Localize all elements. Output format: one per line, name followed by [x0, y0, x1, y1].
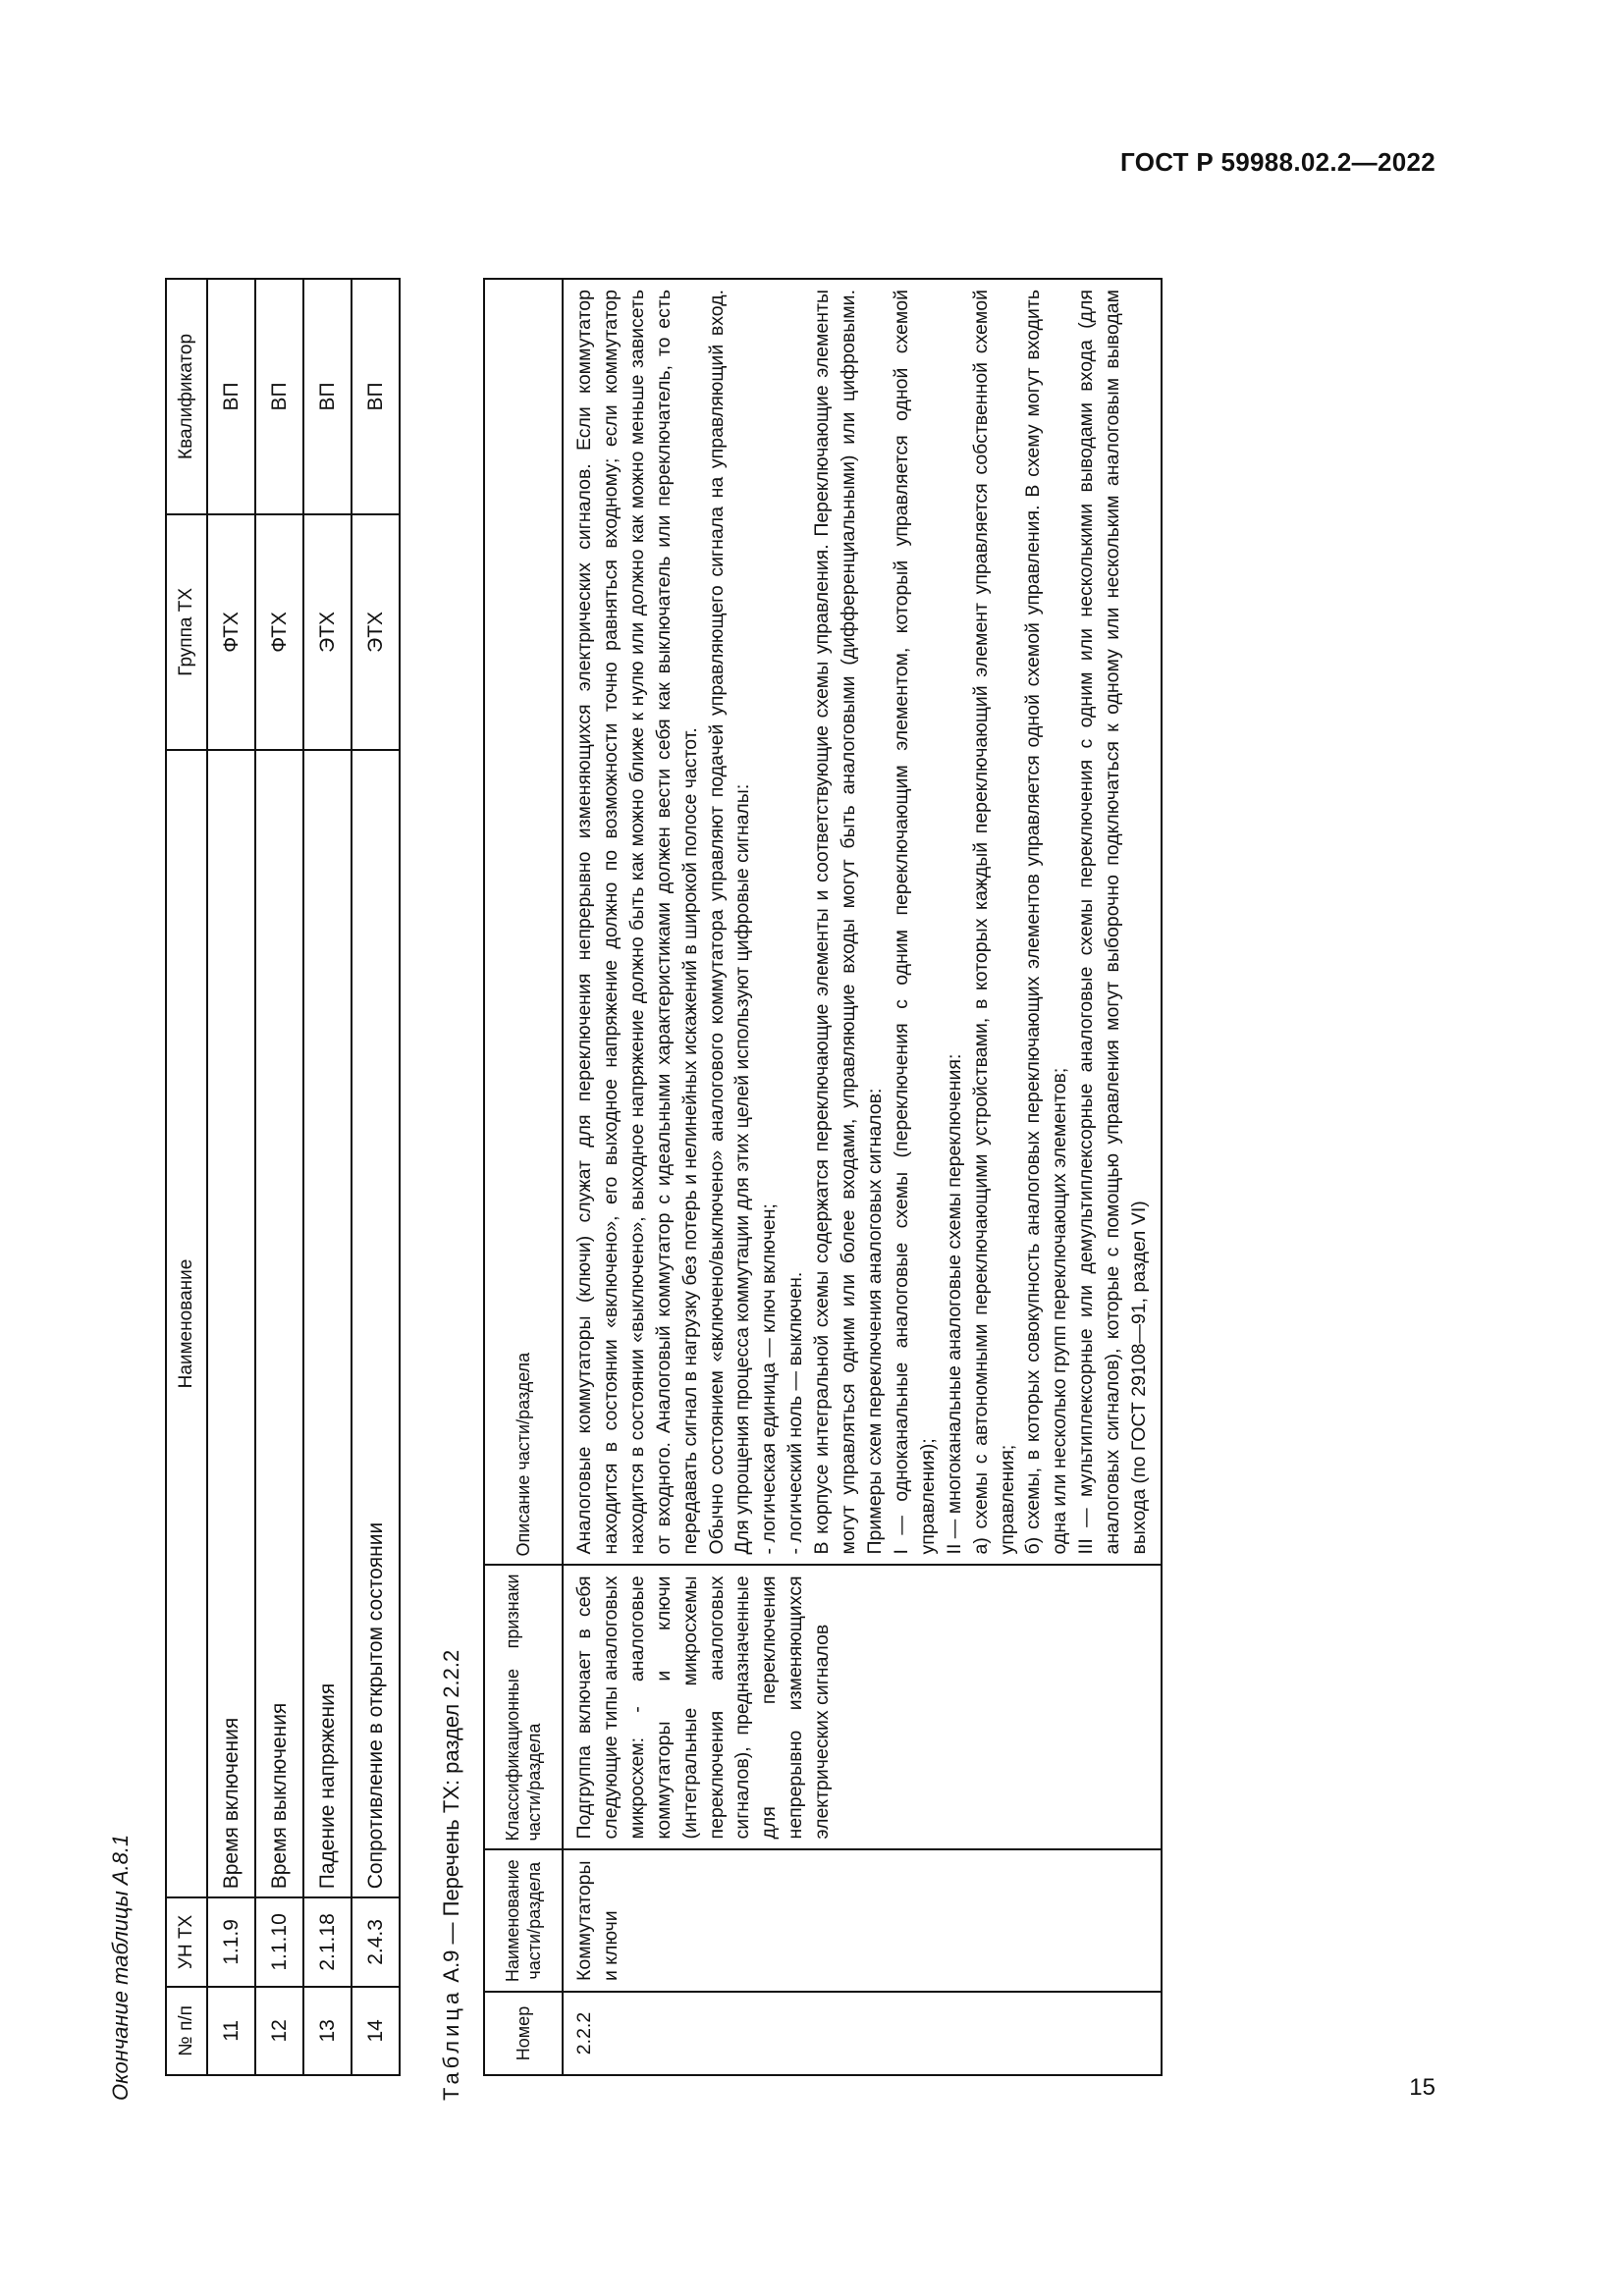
cell-code: 2.1.18 [303, 1897, 352, 1986]
cell-name: Падение напряжения [303, 750, 352, 1897]
page-number: 15 [1409, 2074, 1435, 2101]
description-paragraph: б) схемы, в которых совокупность аналоговых переключающих элементов управляется одной схемой управления. В схему могут входить одна или несколько групп переключающих элементов; [1022, 290, 1071, 1555]
table-row [352, 279, 400, 2075]
column-header: УН ТХ [166, 1897, 207, 1986]
cell-group: ЭТХ [303, 514, 352, 750]
cell-num: 14 [352, 1987, 400, 2075]
continuation-caption: Окончание таблицы А.8.1 [108, 1834, 133, 2101]
table-header-row [484, 279, 563, 2075]
column-header: № п/п [166, 1987, 207, 2075]
description-paragraph: Обычно состоянием «включено/выключено» аналогового коммутатора управляют подачей управляющего сигнала на управляющий вход. Для упрощения процесса коммутации для этих целей используют цифровые сигналы: [705, 290, 754, 1555]
cell-code: 1.1.10 [255, 1897, 303, 1986]
cell-name: Время выключения [255, 750, 303, 1897]
cell-num: 13 [303, 1987, 352, 2075]
description-paragraph: В корпусе интегральной схемы содержатся переключающие элементы и соответствующие схемы управления. Переключающие элементы могут управляться одним или более входами, управляющие входы могут быть аналоговыми (дифференциальными) или цифровыми. Примеры схем переключения аналоговых сигналов: [811, 290, 886, 1555]
cell-name: Сопротивление в открытом состоянии [352, 750, 400, 1897]
description-paragraph: - логический ноль — выключен. [785, 1271, 807, 1555]
table-a9 [483, 278, 1163, 2076]
continuation-table [165, 278, 401, 2076]
table-caption-title: А.9 — Перечень ТХ: раздел 2.2.2 [439, 1649, 463, 1983]
description-paragraph: - логическая единица — ключ включен; [758, 1203, 781, 1555]
table-row [255, 279, 303, 2075]
table-row [563, 279, 1162, 2075]
cell-qualifier: ВП [255, 279, 303, 514]
table-caption [439, 1650, 464, 2101]
cell-num: 11 [207, 1987, 255, 2075]
description-paragraph: Аналоговые коммутаторы (ключи) служат для переключения непрерывно изменяющихся электрических сигналов. Если коммутатор находится в состоянии «включено», его выходное напряжение должно по возможности точно равняться входному; если коммутатор находится в состоянии «выключено», выходное напряжение должно быть как можно ближе к нулю или должно как можно меньше зависеть от входного. Аналоговый коммутатор с идеальными характеристиками должен вести себя как выключатель или переключатель, то есть передавать сигнал в нагрузку без потерь и нелинейных искажений в широкой полосе частот. [573, 290, 701, 1555]
table-row [303, 279, 352, 2075]
column-header: Квалификатор [166, 279, 207, 514]
cell-group: ЭТХ [352, 514, 400, 750]
cell-qualifier: ВП [352, 279, 400, 514]
cell-qualifier: ВП [207, 279, 255, 514]
table-caption-label: Таблица [439, 1988, 463, 2101]
cell-group: ФТХ [207, 514, 255, 750]
description-paragraph: а) схемы с автономными переключающими устройствами, в которых каждый переключающий элемент управляется собственной схемой управления; [969, 290, 1018, 1555]
table-header-row [166, 279, 207, 2075]
column-header: Классификационные признаки части/раздела [484, 1565, 563, 1849]
cell-number: 2.2.2 [563, 1992, 1162, 2075]
description-paragraph: I — одноканальные аналоговые схемы (переключения с одним переключающим элементом, который управляется одной схемой управления); [890, 290, 939, 1555]
cell-num: 12 [255, 1987, 303, 2075]
cell-features: Подгруппа включает в себя следующие типы аналоговых микросхем: - аналоговые коммутаторы и ключи (интегральные микросхемы переключения аналоговых сигналов), предназначенные для переключения непрерывно изменяющихся электрических сигналов [563, 1565, 1162, 1849]
cell-group: ФТХ [255, 514, 303, 750]
document-code: ГОСТ Р 59988.02.2—2022 [1120, 147, 1435, 177]
description-paragraph: III — мультиплексорные или демультиплексорные аналоговые схемы переключения с одним или несколькими выводами входа (для аналоговых сигналов), которые с помощью управления могут выборочно подключаться к одному или нескольким аналоговым выводам выхода (по ГОСТ 29108—91, раздел VI) [1075, 290, 1151, 1555]
table-row [207, 279, 255, 2075]
cell-section-name: Коммутаторы и ключи [563, 1849, 1162, 1992]
rotated-content [108, 228, 1394, 2101]
column-header: Номер [484, 1992, 563, 2075]
column-header: Группа ТХ [166, 514, 207, 750]
column-header: Описание части/раздела [484, 279, 563, 1565]
column-header: Наименование [166, 750, 207, 1897]
description-paragraph: II — многоканальные аналоговые схемы переключения: [943, 1053, 965, 1555]
cell-code: 2.4.3 [352, 1897, 400, 1986]
cell-name: Время включения [207, 750, 255, 1897]
column-header: Наименование части/раздела [484, 1849, 563, 1992]
cell-description [563, 279, 1162, 1565]
cell-code: 1.1.9 [207, 1897, 255, 1986]
cell-qualifier: ВП [303, 279, 352, 514]
